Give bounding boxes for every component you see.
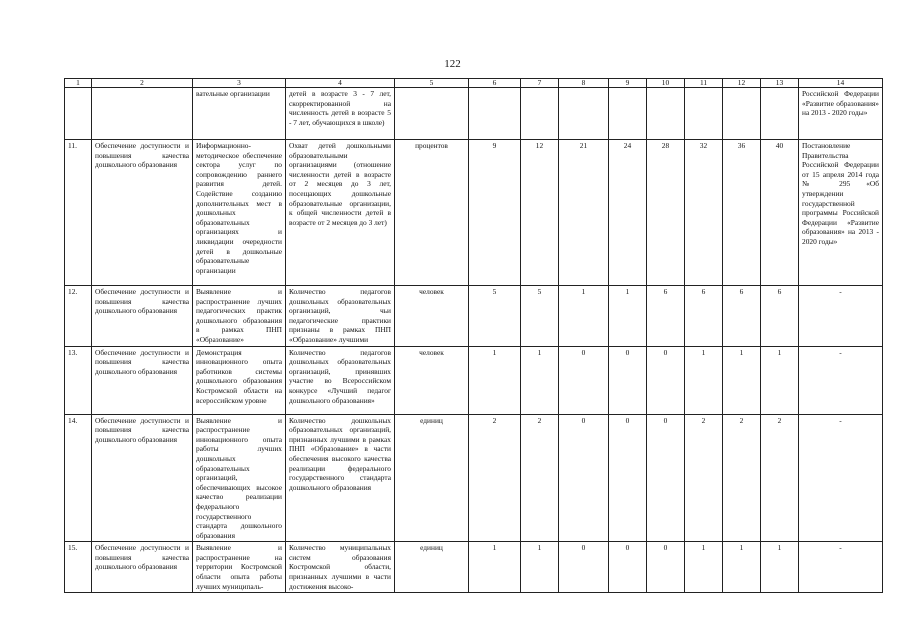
value-cell — [723, 88, 761, 140]
value-cell: 0 — [609, 346, 647, 414]
goal-cell: Обеспечение доступности и повышения качества дошкольного образования — [92, 346, 193, 414]
action-cell: Информационно-методическое обеспечение сектора услуг по сопровождению раннего развития детей. Содействие созданию дополнительных мест в дошкольных образовательных организациях и ликвидации очередности детей в дошкольные образовательные организации — [193, 140, 286, 286]
header-cell: 12 — [723, 79, 761, 88]
header-cell: 10 — [647, 79, 685, 88]
value-cell: 0 — [647, 414, 685, 542]
table-row — [65, 414, 883, 542]
row-number: 13. — [65, 346, 92, 414]
unit-cell — [395, 88, 469, 140]
value-cell: 2 — [723, 414, 761, 542]
value-cell: 1 — [761, 542, 799, 593]
indicator-cell: Количество педагогов дошкольных образовательных организаций, чьи педагогические практики признаны в рамках ПНП «Образование» лучшими — [286, 286, 395, 347]
basis-cell: - — [799, 286, 883, 347]
header-cell: 4 — [286, 79, 395, 88]
value-cell: 6 — [723, 286, 761, 347]
header-cell: 14 — [799, 79, 883, 88]
header-cell: 1 — [65, 79, 92, 88]
header-cell: 2 — [92, 79, 193, 88]
value-cell: 2 — [469, 414, 521, 542]
value-cell: 1 — [761, 346, 799, 414]
value-cell: 1 — [521, 542, 559, 593]
value-cell: 0 — [609, 542, 647, 593]
value-cell: 2 — [521, 414, 559, 542]
value-cell: 2 — [685, 414, 723, 542]
action-cell: вательные организации — [193, 88, 286, 140]
value-cell: 1 — [685, 346, 723, 414]
table-row — [65, 140, 883, 286]
value-cell — [521, 88, 559, 140]
value-cell: 2 — [761, 414, 799, 542]
header-cell: 13 — [761, 79, 799, 88]
value-cell: 40 — [761, 140, 799, 286]
indicator-cell: детей в возрасте 3 - 7 лет, скорректированной на численность детей в возрасте 5 - 7 лет, обучающихся в школе) — [286, 88, 395, 140]
goal-cell: Обеспечение доступности и повышения качества дошкольного образования — [92, 414, 193, 542]
goal-cell: Обеспечение доступности и повышения качества дошкольного образования — [92, 140, 193, 286]
value-cell: 24 — [609, 140, 647, 286]
value-cell: 0 — [559, 346, 609, 414]
value-cell: 6 — [761, 286, 799, 347]
header-cell: 6 — [469, 79, 521, 88]
basis-cell: - — [799, 542, 883, 593]
value-cell: 1 — [723, 346, 761, 414]
value-cell: 5 — [469, 286, 521, 347]
header-cell: 11 — [685, 79, 723, 88]
value-cell — [647, 88, 685, 140]
value-cell: 0 — [647, 346, 685, 414]
value-cell: 9 — [469, 140, 521, 286]
value-cell: 0 — [559, 414, 609, 542]
table-row — [65, 88, 883, 140]
action-cell: Выявление и распространение инновационного опыта работы лучших дошкольных образовательных организаций, обеспечивающих высокое качество реализации федерального государственного стандарта дошкольного образования — [193, 414, 286, 542]
indicator-cell: Количество муниципальных систем образования Костромской области, признанных лучшими в части достижения высоко- — [286, 542, 395, 593]
basis-cell: Российской Федерации «Развитие образования» на 2013 - 2020 годы» — [799, 88, 883, 140]
header-row — [65, 79, 883, 88]
value-cell: 1 — [723, 542, 761, 593]
value-cell: 6 — [647, 286, 685, 347]
header-cell: 3 — [193, 79, 286, 88]
value-cell — [559, 88, 609, 140]
value-cell — [685, 88, 723, 140]
goal-cell: Обеспечение доступности и повышения качества дошкольного образования — [92, 542, 193, 593]
value-cell: 0 — [609, 414, 647, 542]
value-cell: 32 — [685, 140, 723, 286]
unit-cell: процентов — [395, 140, 469, 286]
value-cell: 12 — [521, 140, 559, 286]
indicator-cell: Количество педагогов дошкольных образовательных организаций, принявших участие во Всероссийском конкурсе «Лучший педагог дошкольного образования» — [286, 346, 395, 414]
table-row — [65, 542, 883, 593]
action-cell: Выявление и распространение лучших педагогических практик дошкольного образования в рамках ПНП «Образование» — [193, 286, 286, 347]
basis-cell: - — [799, 414, 883, 542]
action-cell: Выявление и распространение на территории Костромской области опыта работы лучших муниципаль- — [193, 542, 286, 593]
unit-cell: человек — [395, 346, 469, 414]
unit-cell: человек — [395, 286, 469, 347]
value-cell: 6 — [685, 286, 723, 347]
value-cell: 0 — [647, 542, 685, 593]
value-cell: 1 — [521, 346, 559, 414]
value-cell: 1 — [469, 346, 521, 414]
value-cell: 21 — [559, 140, 609, 286]
value-cell — [761, 88, 799, 140]
value-cell: 0 — [559, 542, 609, 593]
value-cell: 1 — [685, 542, 723, 593]
value-cell: 1 — [469, 542, 521, 593]
header-cell: 7 — [521, 79, 559, 88]
basis-cell: Постановление Правительства Российской Федерации от 15 апреля 2014 года № 295 «Об утверждении государственной программы Российской Федерации «Развитие образования» на 2013 - 2020 годы» — [799, 140, 883, 286]
row-number: 11. — [65, 140, 92, 286]
unit-cell: единиц — [395, 542, 469, 593]
row-number: 14. — [65, 414, 92, 542]
table-row — [65, 286, 883, 347]
basis-cell: - — [799, 346, 883, 414]
unit-cell: единиц — [395, 414, 469, 542]
action-cell: Демонстрация инновационного опыта работников системы дошкольного образования Костромской области на всероссийском уровне — [193, 346, 286, 414]
value-cell — [609, 88, 647, 140]
row-number: 15. — [65, 542, 92, 593]
indicator-cell: Количество дошкольных образовательных организаций, признанных лучшими в рамках ПНП «Образование» в части обеспечения высокого качества реализации федерального государственного стандарта дошкольного образования — [286, 414, 395, 542]
value-cell: 36 — [723, 140, 761, 286]
header-cell: 8 — [559, 79, 609, 88]
value-cell — [469, 88, 521, 140]
table-row — [65, 346, 883, 414]
value-cell: 28 — [647, 140, 685, 286]
goal-cell — [92, 88, 193, 140]
indicator-cell: Охват детей дошкольными образовательными организациями (отношение численности детей в возрасте от 2 месяцев до 3 лет, посещающих дошкольные образовательные организации, к общей численности детей в возрасте от 2 месяцев до 3 лет) — [286, 140, 395, 286]
row-number — [65, 88, 92, 140]
header-cell: 9 — [609, 79, 647, 88]
indicator-table — [64, 78, 883, 593]
value-cell: 5 — [521, 286, 559, 347]
value-cell: 1 — [609, 286, 647, 347]
header-cell: 5 — [395, 79, 469, 88]
row-number: 12. — [65, 286, 92, 347]
goal-cell: Обеспечение доступности и повышения качества дошкольного образования — [92, 286, 193, 347]
page-number: 122 — [444, 58, 461, 70]
value-cell: 1 — [559, 286, 609, 347]
